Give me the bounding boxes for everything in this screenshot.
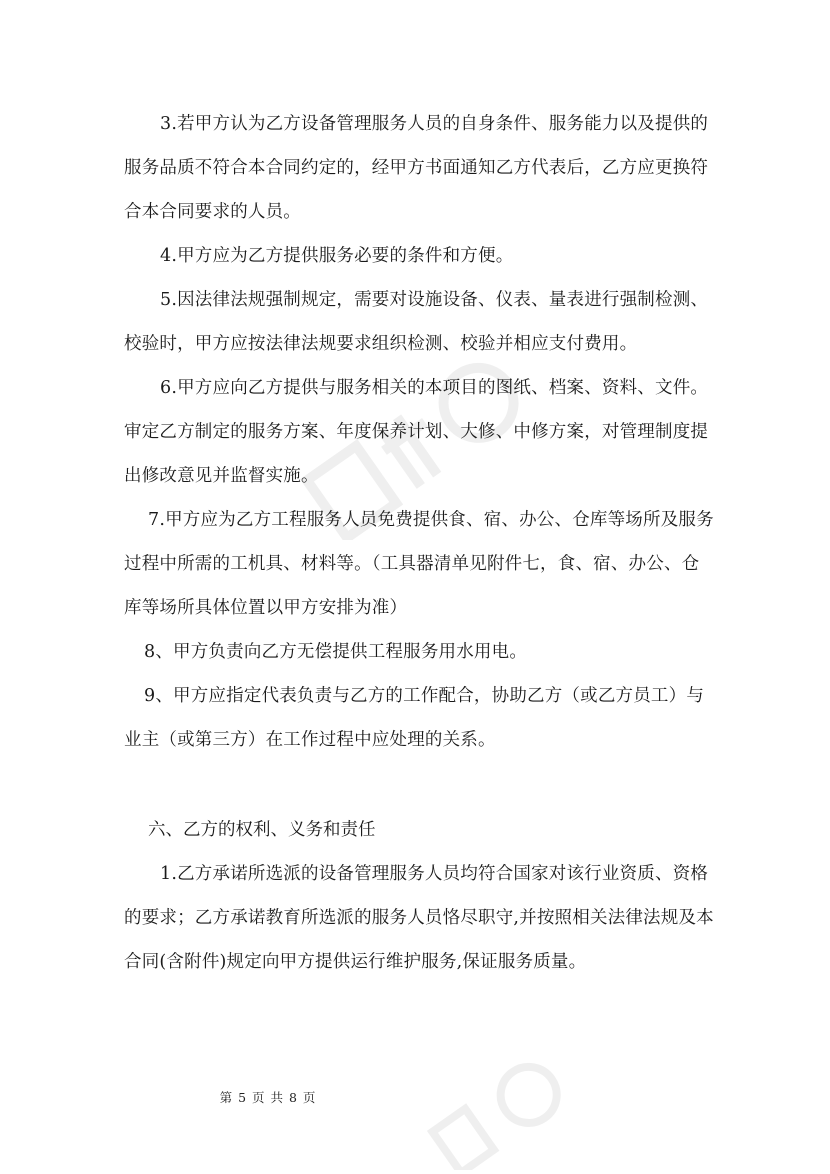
paragraph-clause-3: 3.若甲方认为乙方设备管理服务人员的自身条件、服务能力以及提供的服务品质不符合本合同约定的，经甲方书面通知乙方代表后，乙方应更换符合本合同要求的人员。 (124, 114, 709, 222)
paragraph-clause-9: 9、甲方应指定代表负责与乙方的工作配合，协助乙方（或乙方员工）与业主（或第三方）在工作过程中应处理的关系。 (124, 686, 705, 750)
page-number-footer: 第 5 页 共 8 页 (219, 1090, 317, 1105)
paragraph-clause-5: 5.因法律法规强制规定，需要对设施设备、仪表、量表进行强制检测、校验时，甲方应按法律法规要求组织检测、校验并相应支付费用。 (124, 290, 709, 354)
paragraph-clause-4: 4.甲方应为乙方提供服务必要的条件和方便。 (160, 246, 514, 266)
paragraph-clause-8: 8、甲方负责向乙方无偿提供工程服务用水用电。 (144, 642, 528, 662)
paragraph-section-clause-1: 1.乙方承诺所选派的设备管理服务人员均符合国家对该行业资质、资格的要求；乙方承诺教育所选派的服务人员恪尽职守,并按照相关法律法规及本合同(含附件)规定向甲方提供运行维护服务,保证服务质量。 (124, 864, 714, 972)
paragraph-clause-6: 6.甲方应向乙方提供与服务相关的本项目的图纸、档案、资料、文件。审定乙方制定的服务方案、年度保养计划、大修、中修方案，对管理制度提出修改意见并监督实施。 (124, 378, 709, 486)
watermark-logo-icon (420, 1060, 580, 1170)
paragraph-clause-7: 7.甲方应为乙方工程服务人员免费提供食、宿、办公、仓库等场所及服务过程中所需的工机具、材料等。（工具器清单见附件七，食、宿、办公、仓库等场所具体位置以甲方安排为准） (124, 510, 714, 618)
section-heading: 六、乙方的权利、义务和责任 (148, 820, 376, 840)
